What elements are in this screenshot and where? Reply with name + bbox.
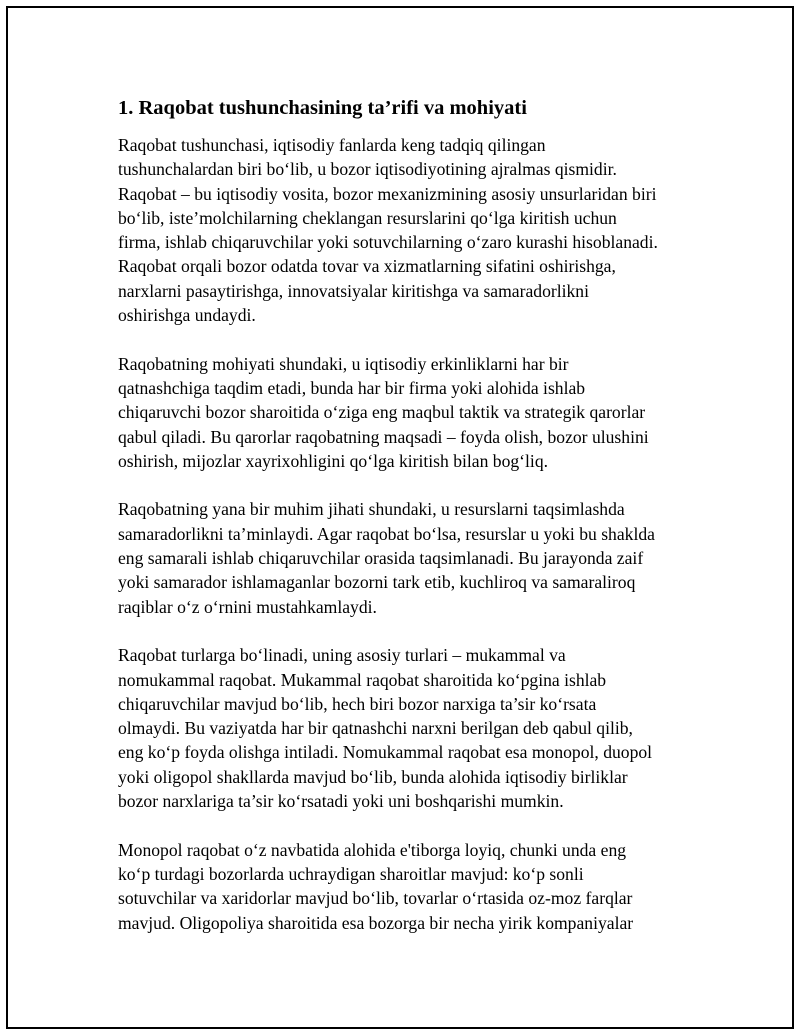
paragraph-monopolistic-competition: Monopol raqobat o‘z navbatida alohida e'tiborga loyiq, chunki unda eng ko‘p turdagi bozorlarda uchraydigan sharoitlar mavjud: ko‘p sonli sotuvchilar va xaridorlar mavjud bo‘lib, tovarlar o‘rtasida oz-moz farqlar mavjud. Oligopoliya sharoitida esa bozorga bir necha yirik kompaniyalar bbox=[118, 839, 634, 933]
paragraph-essence: Raqobatning mohiyati shundaki, u iqtisodiy erkinliklarni har bir qatnashchiga taqdim etadi, bunda har bir firma yoki alohida ishlab chiqaruvchi bozor sharoitida o‘ziga eng maqbul taktik va strategik qarorlar qabul qiladi. Bu qarorlar raqobatning maqsadi – foyda olish, bozor ulushini oshirish, mijozlar xayrixohligini qo‘lga kiritish bilan bog‘liq. bbox=[118, 353, 649, 471]
section-heading: 1. Raqobat tushunchasining ta’rifi va mohiyati bbox=[118, 97, 527, 119]
paragraph-definition: Raqobat tushunchasi, iqtisodiy fanlarda keng tadqiq qilingan tushunchalardan biri bo‘lib, u bozor iqtisodiyotining ajralmas qismidir. Raqobat – bu iqtisodiy vosita, bozor mexanizmining asosiy unsurlaridan biri bo‘lib, iste’molchilarning cheklangan resurslarini qo‘lga kiritish uchun firma, ishlab chiqaruvchilar yoki sotuvchilarning o‘zaro kurashi hisoblanadi. Raqobat orqali bozor odatda tovar va xizmatlarning sifatini oshirishga, narxlarni pasaytirishga, innovatsiyalar kiritishga va samaradorlikni oshirishga undaydi. bbox=[118, 135, 658, 326]
paragraph-resource-allocation: Raqobatning yana bir muhim jihati shundaki, u resurslarni taqsimlashda samaradorlikni ta’minlaydi. Agar raqobat bo‘lsa, resurslar u yoki bu shaklda eng samarali ishlab chiqaruvchilar orasida taqsimlanadi. Bu jarayonda zaif yoki samarador ishlamaganlar bozorni tark etib, kuchliroq va samaraliroq raqiblar o‘z o‘rnini mustahkamlaydi. bbox=[118, 499, 655, 617]
document-page bbox=[6, 6, 794, 1029]
document-body bbox=[118, 94, 708, 959]
paragraph-competition-types: Raqobat turlarga bo‘linadi, uning asosiy turlari – mukammal va nomukammal raqobat. Mukammal raqobat sharoitida ko‘pgina ishlab chiqaruvchilar mavjud bo‘lib, hech biri bozor narxiga ta’sir ko‘rsata olmaydi. Bu vaziyatda har bir qatnashchi narxni berilgan deb qabul qilib, eng ko‘p foyda olishga intiladi. Nomukammal raqobat esa monopol, duopol yoki oligopol shakllarda mavjud bo‘lib, bunda alohida iqtisodiy birliklar bozor narxlariga ta’sir ko‘rsatadi yoki uni boshqarishi mumkin. bbox=[118, 645, 653, 812]
